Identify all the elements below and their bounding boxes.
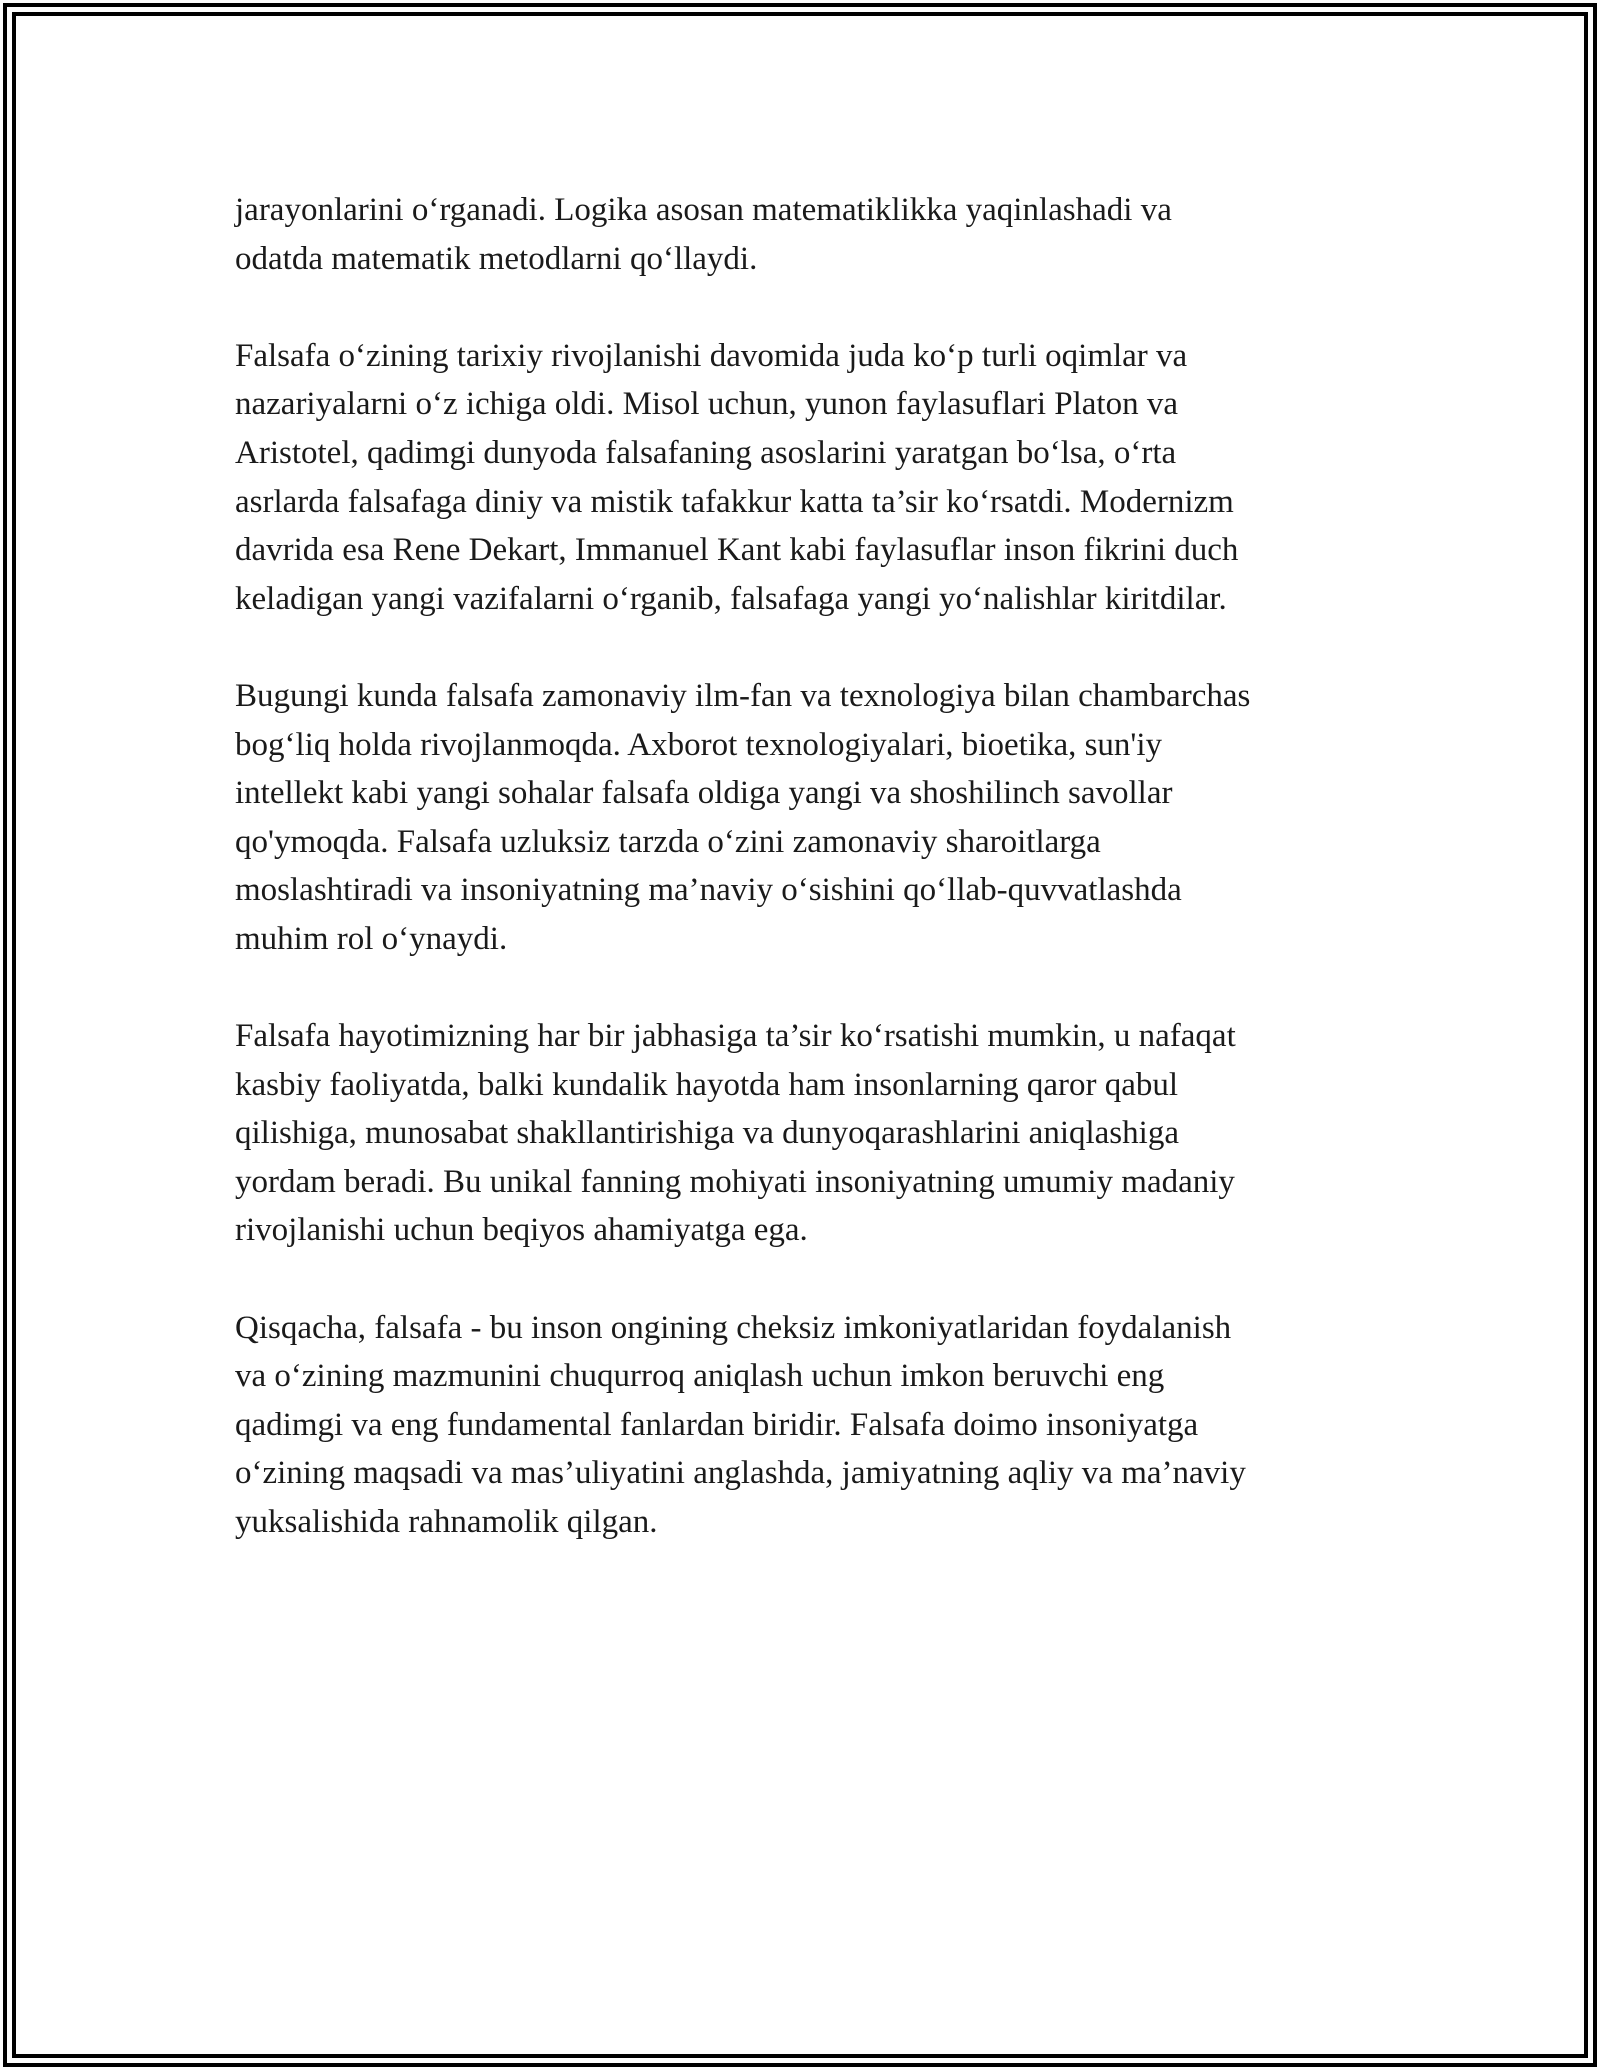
- document-body: [235, 186, 1375, 1595]
- paragraph-3: Bugungi kunda falsafa zamonaviy ilm-fan va texnologiya bilan chambarchas bog‘liq holda rivojlanmoqda. Axborot texnologiyalari, bioetika, sun'iy intellekt kabi yangi sohalar falsafa oldiga yangi va shoshilinch savollar qo'ymoqda. Falsafa uzluksiz tarzda o‘zini zamonaviy sharoitlarga moslashtiradi va insoniyatning ma’naviy o‘sishini qo‘llab-quvvatlashda muhim rol o‘ynaydi.: [235, 677, 1251, 957]
- paragraph-1: jarayonlarini o‘rganadi. Logika asosan matematiklikka yaqinlashadi va odatda matematik metodlarni qo‘llaydi.: [235, 192, 1172, 277]
- paragraph-5: Qisqacha, falsafa - bu inson ongining cheksiz imkoniyatlaridan foydalanish va o‘zining mazmunini chuqurroq aniqlash uchun imkon beruvchi eng qadimgi va eng fundamental fanlardan biridir. Falsafa doimo insoniyatga o‘zining maqsadi va mas’uliyatini anglashda, jamiyatning aqliy va ma’naviy yuksalishida rahnamolik qilgan.: [235, 1309, 1246, 1541]
- paragraph-2: Falsafa o‘zining tarixiy rivojlanishi davomida juda ko‘p turli oqimlar va nazariyalarni o‘z ichiga oldi. Misol uchun, yunon faylasuflari Platon va Aristotel, qadimgi dunyoda falsafaning asoslarini yaratgan bo‘lsa, o‘rta asrlarda falsafaga diniy va mistik tafakkur katta ta’sir ko‘rsatdi. Modernizm davrida esa Rene Dekart, Immanuel Kant kabi faylasuflar inson fikrini duch keladigan yangi vazifalarni o‘rganib, falsafaga yangi yo‘nalishlar kiritdilar.: [235, 337, 1239, 617]
- paragraph-4: Falsafa hayotimizning har bir jabhasiga ta’sir ko‘rsatishi mumkin, u nafaqat kasbiy faoliyatda, balki kundalik hayotda ham insonlarning qaror qabul qilishiga, munosabat shakllantirishiga va dunyoqarashlarini aniqlashiga yordam beradi. Bu unikal fanning mohiyati insoniyatning umumiy madaniy rivojlanishi uchun beqiyos ahamiyatga ega.: [235, 1018, 1236, 1249]
